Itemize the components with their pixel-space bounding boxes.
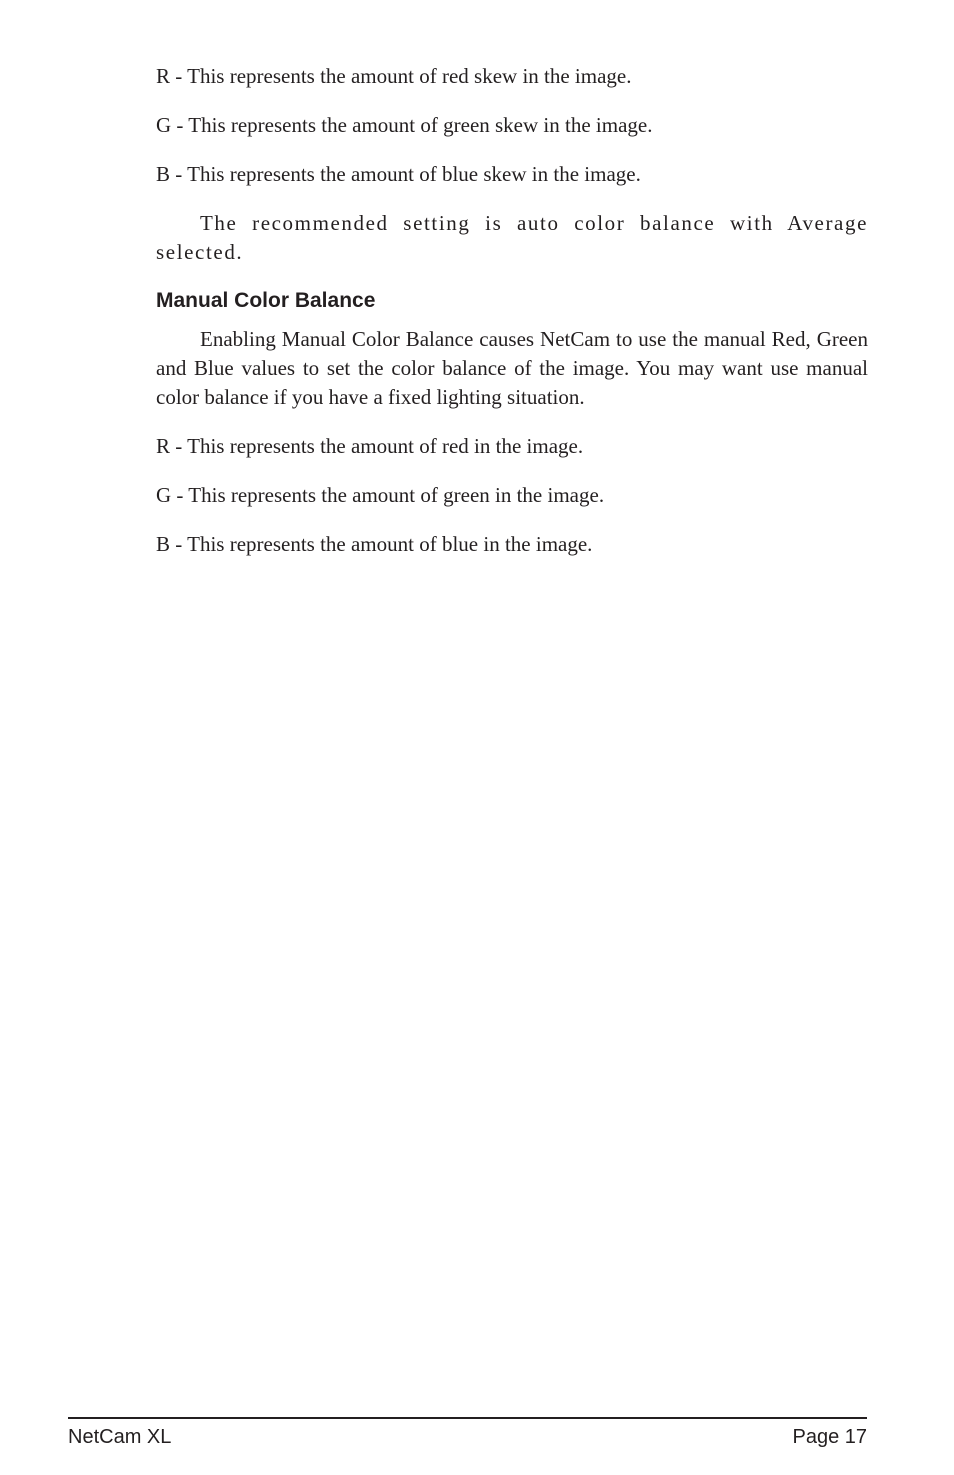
page-footer [68, 1424, 867, 1450]
footer-page-number: Page 17 [792, 1426, 867, 1448]
green-line: G - This represents the amount of green in the image. [156, 483, 605, 507]
manual-color-balance-paragraph: Enabling Manual Color Balance causes NetCam to use the manual Red, Green and Blue values to set the color balance of the image. You may want use manual color balance if you have a fixed lighting situation. [156, 327, 868, 409]
red-line: R - This represents the amount of red in the image. [156, 434, 584, 458]
footer-divider [68, 1417, 867, 1419]
page-body [156, 62, 868, 579]
blue-line: B - This represents the amount of blue in the image. [156, 532, 593, 556]
blue-skew-line: B - This represents the amount of blue skew in the image. [156, 162, 641, 186]
red-skew-line: R - This represents the amount of red skew in the image. [156, 64, 632, 88]
recommendation-paragraph: The recommended setting is auto color balance with Average selected. [156, 211, 868, 264]
green-skew-line: G - This represents the amount of green skew in the image. [156, 113, 653, 137]
footer-product-name: NetCam XL [68, 1426, 172, 1448]
manual-color-balance-heading: Manual Color Balance [156, 289, 376, 312]
